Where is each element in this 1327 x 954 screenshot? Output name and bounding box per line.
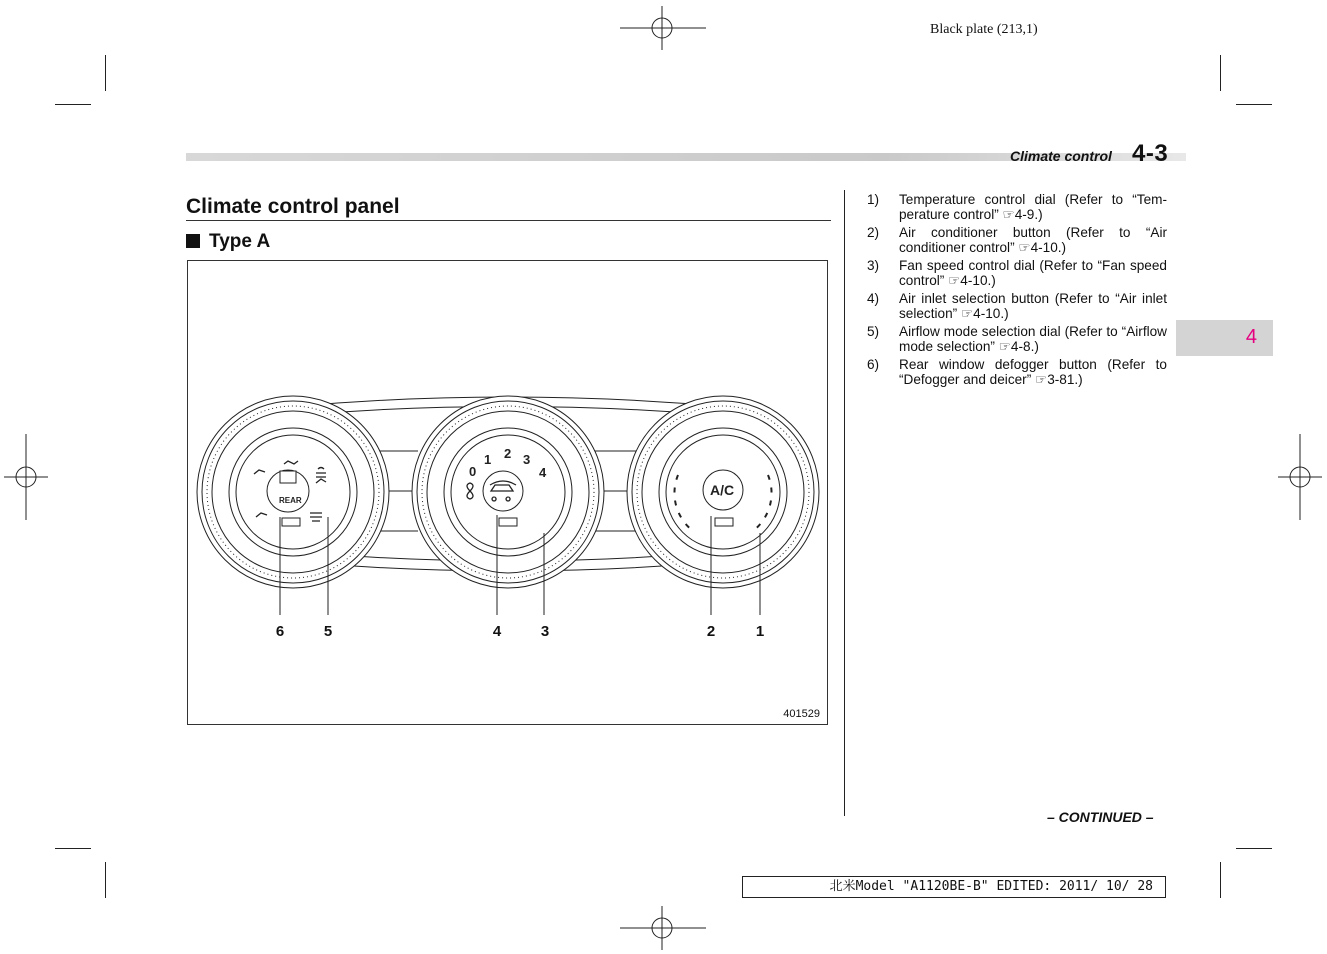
fan-speed-1: 1 bbox=[484, 452, 492, 467]
registration-mark-left bbox=[4, 434, 48, 520]
column-rule bbox=[844, 190, 845, 816]
callout-3: 3 bbox=[540, 623, 550, 640]
crop-mark bbox=[105, 862, 106, 898]
callout-4: 4 bbox=[492, 623, 502, 640]
list-item-text: Air inlet selection button (Refer to “Air inlet selection” ☞4-10.) bbox=[899, 291, 1167, 321]
callout-5: 5 bbox=[323, 623, 333, 640]
list-item-text: Rear window defogger button (Refer to “Defogger and deicer” ☞3-81.) bbox=[899, 357, 1167, 387]
callout-1: 1 bbox=[755, 623, 765, 640]
title-rule bbox=[186, 220, 831, 221]
list-item-text: Fan speed control dial (Refer to “Fan speed control” ☞4-10.) bbox=[899, 258, 1167, 288]
chapter-tab-number: 4 bbox=[1245, 326, 1257, 348]
registration-mark-right bbox=[1278, 434, 1322, 520]
ac-button-label: A/C bbox=[710, 482, 735, 498]
crop-mark bbox=[55, 848, 91, 849]
rear-defogger-label: REAR bbox=[279, 496, 302, 505]
list-item-text: Air conditioner button (Refer to “Air conditioner control” ☞4-10.) bbox=[899, 225, 1167, 255]
plate-label: Black plate (213,1) bbox=[930, 22, 1038, 37]
figure-code: 401529 bbox=[783, 708, 820, 720]
crop-mark bbox=[1220, 55, 1221, 91]
climate-panel-figure bbox=[187, 260, 828, 725]
list-item-number: 5) bbox=[867, 324, 880, 339]
header-section: Climate control bbox=[1010, 148, 1112, 164]
airflow-mode-dial bbox=[197, 396, 389, 588]
list-item bbox=[867, 324, 1167, 354]
crop-mark bbox=[1236, 104, 1272, 105]
continued-label: – CONTINUED – bbox=[1047, 809, 1154, 825]
list-item bbox=[867, 192, 1167, 222]
crop-mark bbox=[1220, 862, 1221, 898]
footer-edit-stamp: 北米Model "A1120BE-B" EDITED: 2011/ 10/ 28 bbox=[742, 876, 1166, 898]
fan-speed-2: 2 bbox=[504, 446, 512, 461]
page-number: 4-3 bbox=[1132, 140, 1169, 167]
list-item-text: Airflow mode selection dial (Refer to “Airflow mode selection” ☞4-8.) bbox=[899, 324, 1167, 354]
list-item-number: 1) bbox=[867, 192, 880, 207]
list-item-number: 2) bbox=[867, 225, 880, 240]
subsection-title bbox=[186, 231, 270, 253]
list-item bbox=[867, 357, 1167, 387]
list-item-text: Temperature control dial (Refer to “Tem-perature control” ☞4-9.) bbox=[899, 192, 1167, 222]
list-item-number: 3) bbox=[867, 258, 880, 273]
list-item bbox=[867, 291, 1167, 321]
list-item-number: 6) bbox=[867, 357, 880, 372]
bullet-square-icon bbox=[186, 234, 200, 248]
climate-panel-drawing bbox=[188, 261, 829, 726]
crop-mark bbox=[1236, 848, 1272, 849]
crop-mark bbox=[55, 104, 91, 105]
fan-speed-0: 0 bbox=[469, 464, 477, 479]
fan-speed-3: 3 bbox=[523, 452, 531, 467]
list-item bbox=[867, 258, 1167, 288]
list-item bbox=[867, 225, 1167, 255]
list-item-number: 4) bbox=[867, 291, 880, 306]
fan-speed-4: 4 bbox=[539, 465, 547, 480]
legend-list bbox=[867, 192, 1167, 390]
section-title: Climate control panel bbox=[186, 195, 400, 218]
callout-2: 2 bbox=[706, 623, 716, 640]
registration-mark-top bbox=[620, 6, 706, 50]
subsection-label: Type A bbox=[209, 231, 271, 252]
fan-speed-dial bbox=[412, 396, 604, 588]
callout-6: 6 bbox=[275, 623, 285, 640]
registration-mark-bottom bbox=[620, 906, 706, 950]
crop-mark bbox=[105, 55, 106, 91]
chapter-tab bbox=[1176, 320, 1273, 356]
